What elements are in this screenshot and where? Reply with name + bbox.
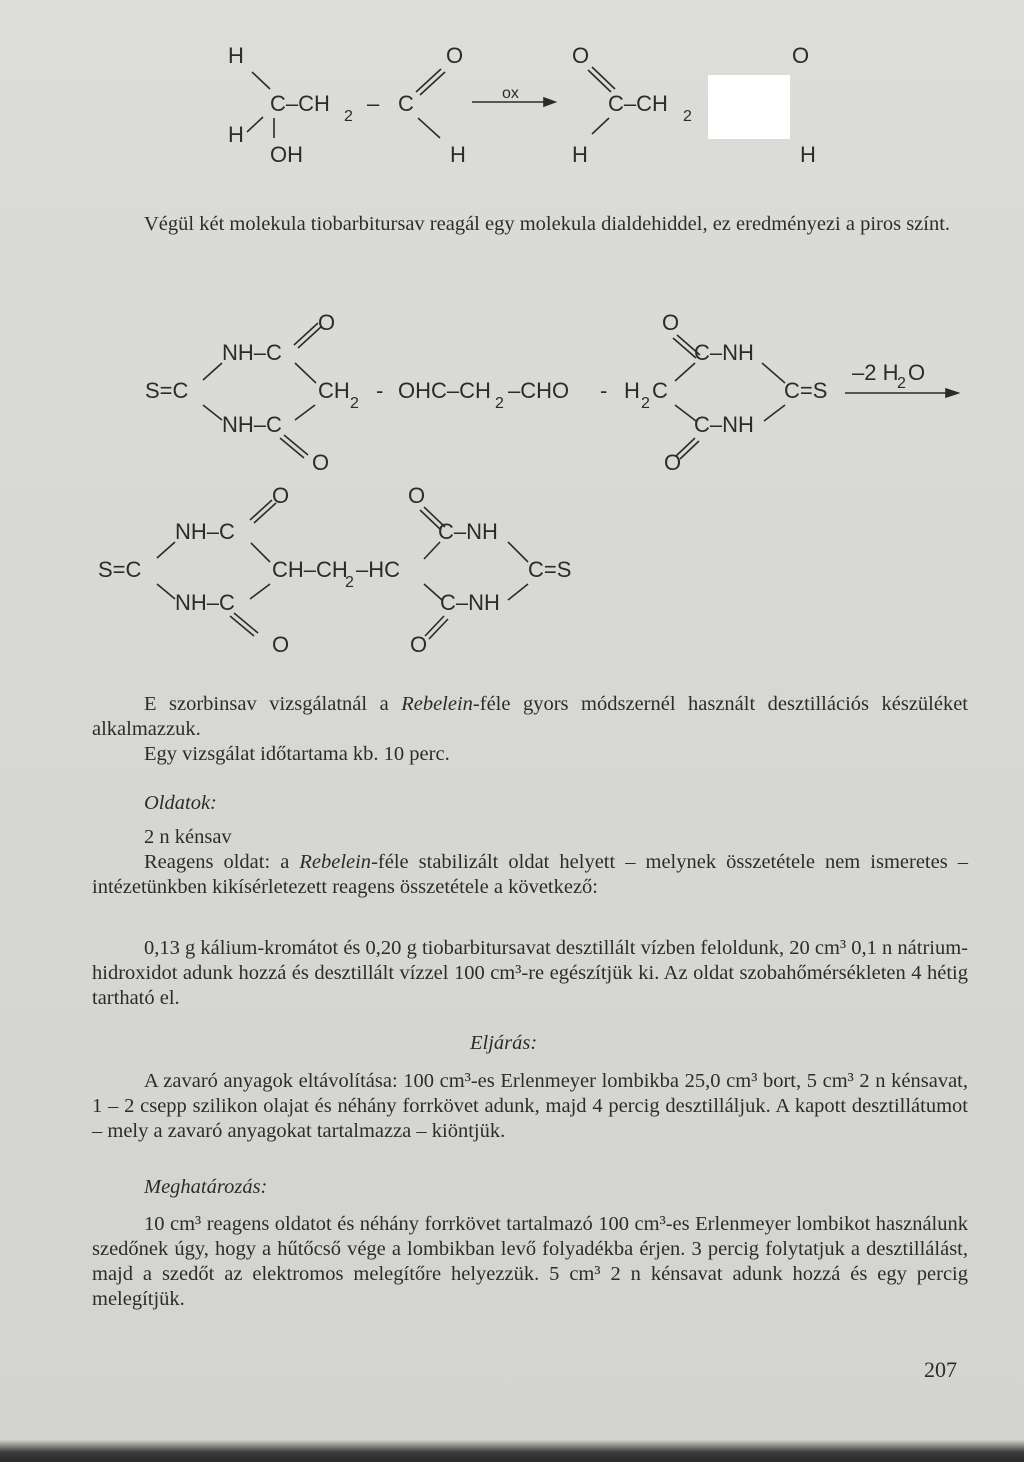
paragraph-reagent-recipe	[92, 936, 968, 1011]
paragraph-method	[92, 692, 968, 767]
paragraph-reagent	[92, 850, 968, 900]
group-c-ch2: C–CH	[270, 91, 330, 116]
atom-o: O	[410, 632, 428, 657]
group-c-nh-top: C–NH	[694, 340, 754, 365]
bond	[675, 405, 696, 421]
bond	[295, 405, 315, 420]
paragraph-text: Végül két molekula tiobarbitursav reagál egy molekula dialdehiddel, ez eredményezi a piros színt.	[144, 213, 951, 235]
group-s-c: S=C	[145, 378, 189, 403]
paragraph-determination	[92, 1212, 968, 1312]
heading-eljaras: Eljárás:	[470, 1032, 538, 1054]
atom-c: C	[652, 378, 668, 403]
subscript-2: 2	[683, 108, 692, 125]
group-nh-c-top: NH–C	[222, 340, 282, 365]
atom-h-top: H	[228, 43, 244, 68]
bond	[203, 363, 222, 380]
subscript-2: 2	[641, 395, 650, 412]
bond	[418, 118, 440, 138]
group-oh: OH	[270, 142, 303, 167]
atom-h-3: H	[800, 142, 816, 167]
paragraph-intro	[92, 212, 968, 237]
atom-o: O	[446, 43, 464, 68]
paragraph-text	[92, 692, 968, 742]
bond	[295, 363, 316, 383]
group-c-nh-bottom: C–NH	[440, 590, 500, 615]
page-number: 207	[924, 1357, 957, 1382]
atom-c: C	[398, 91, 414, 116]
bond	[157, 584, 175, 599]
atom-o: O	[272, 483, 290, 508]
group-c-ch2-2: C–CH	[608, 91, 668, 116]
group-cho: –CHO	[508, 378, 570, 403]
subscript-2: 2	[897, 375, 906, 392]
bond	[251, 543, 270, 562]
minus-sign: -	[600, 378, 608, 403]
text-span: -féle stabilizált oldat helyett – melynek összetétele nem ismeretes – intézetünkben kikísérletezett reagens összetétele a következő:	[92, 851, 968, 898]
bond	[203, 405, 222, 420]
atom-o: O	[318, 310, 336, 335]
reaction-condensation	[145, 310, 958, 475]
group-nh-c-bottom: NH–C	[175, 590, 235, 615]
atom-o: O	[408, 483, 426, 508]
atom-o: O	[272, 632, 290, 657]
bond	[675, 363, 695, 381]
heading-oldatok: Oldatok:	[144, 792, 217, 814]
group-c-s: C=S	[528, 557, 572, 582]
label-water-o: O	[908, 360, 926, 385]
subscript-2: 2	[350, 395, 359, 412]
group-ohc: OHC–CH	[398, 378, 491, 403]
author-name: Rebelein	[401, 693, 473, 715]
bond	[764, 405, 785, 421]
bond	[157, 542, 175, 558]
text-span: Reagens oldat: a	[144, 851, 300, 873]
bond	[424, 542, 440, 559]
atom-h: H	[624, 378, 640, 403]
label-ox: ox	[502, 85, 519, 102]
bond	[250, 584, 270, 599]
paragraph-solutions	[92, 825, 968, 900]
paragraph-duration: Egy vizsgálat időtartama kb. 10 perc.	[144, 743, 450, 765]
group-nh-c-bottom: NH–C	[222, 412, 282, 437]
text-span: -féle gyors módszernél használt desztillációs készüléket alkalmazzuk.	[92, 693, 969, 740]
bond	[508, 584, 528, 600]
subscript-2: 2	[345, 574, 354, 591]
author-name: Rebelein	[299, 851, 372, 873]
bond	[247, 117, 263, 132]
heading-meghatarozas: Meghatározás:	[144, 1176, 268, 1198]
paragraph-text: 10 cm³ reagens oldatot és néhány forrkövet tartalmazó 100 cm³-es Erlenmeyer lombikot használunk szedőnek úgy, hogy a hűtőcső vége a lombikban levő folyadékba érjen. 3 percig folytatjuk a desztillálást, majd a szedőt az elektromos melegítőre helyezzük. 5 cm³ 2 n kénsavat adunk hozzá és egy percig melegítjük.	[92, 1213, 968, 1310]
arrow-head	[946, 389, 958, 397]
text-span: E szorbinsav vizsgálatnál a	[144, 693, 402, 715]
atom-h-left: H	[228, 122, 244, 147]
solution-sulfuric-acid: 2 n kénsav	[144, 826, 232, 848]
bond	[592, 118, 609, 134]
chemical-schemes	[0, 0, 1024, 700]
atom-o-3: O	[792, 43, 810, 68]
bond	[508, 542, 528, 562]
minus-sign: -	[376, 378, 384, 403]
bond	[762, 363, 785, 383]
group-c-nh-top: C–NH	[438, 519, 498, 544]
subscript-2: 2	[495, 395, 504, 412]
arrow-head	[544, 98, 555, 106]
label-minus-2-h: –2 H	[852, 360, 899, 385]
atom-o: O	[664, 450, 682, 475]
paragraph-text: A zavaró anyagok eltávolítása: 100 cm³-es Erlenmeyer lombikba 25,0 cm³ bort, 5 cm³ 2 n kénsavat, 1 – 2 csepp szilikon olajat és néhány forrkövet adunk, majd 4 percig desztilláljuk. A kapott desztillátumot – mely a zavaró anyagokat tartalmazza – kiöntjük.	[92, 1070, 968, 1142]
bond	[252, 72, 270, 89]
group-c-s: C=S	[784, 378, 828, 403]
atom-o: O	[312, 450, 330, 475]
group-s-c: S=C	[98, 557, 142, 582]
group-nh-c-top: NH–C	[175, 519, 235, 544]
bond-dash: –	[367, 91, 380, 116]
atom-h: H	[450, 142, 466, 167]
redaction-box	[708, 75, 790, 139]
double-bond-b	[420, 72, 445, 95]
double-bond-a	[416, 69, 441, 92]
group-hc: –HC	[356, 557, 401, 582]
group-ch-ch: CH–CH	[272, 557, 348, 582]
group-ch2: CH	[318, 378, 350, 403]
group-c-nh-bottom: C–NH	[694, 412, 754, 437]
paragraph-interference-removal	[92, 1069, 968, 1144]
scan-edge	[0, 1440, 1024, 1462]
subscript-2: 2	[344, 108, 353, 125]
reaction-product	[98, 483, 571, 657]
atom-o-2: O	[572, 43, 590, 68]
paragraph-text: 0,13 g kálium-kromátot és 0,20 g tiobarbitursavat desztillált vízben feloldunk, 20 cm³ 0,1 n nátrium-hidroxidot adunk hozzá és desztillált vízzel 100 cm³-re egészítjük ki. Az oldat szobahőmérsékleten 4 hétig tartható el.	[92, 937, 968, 1009]
atom-h-2: H	[572, 142, 588, 167]
atom-o: O	[662, 310, 680, 335]
